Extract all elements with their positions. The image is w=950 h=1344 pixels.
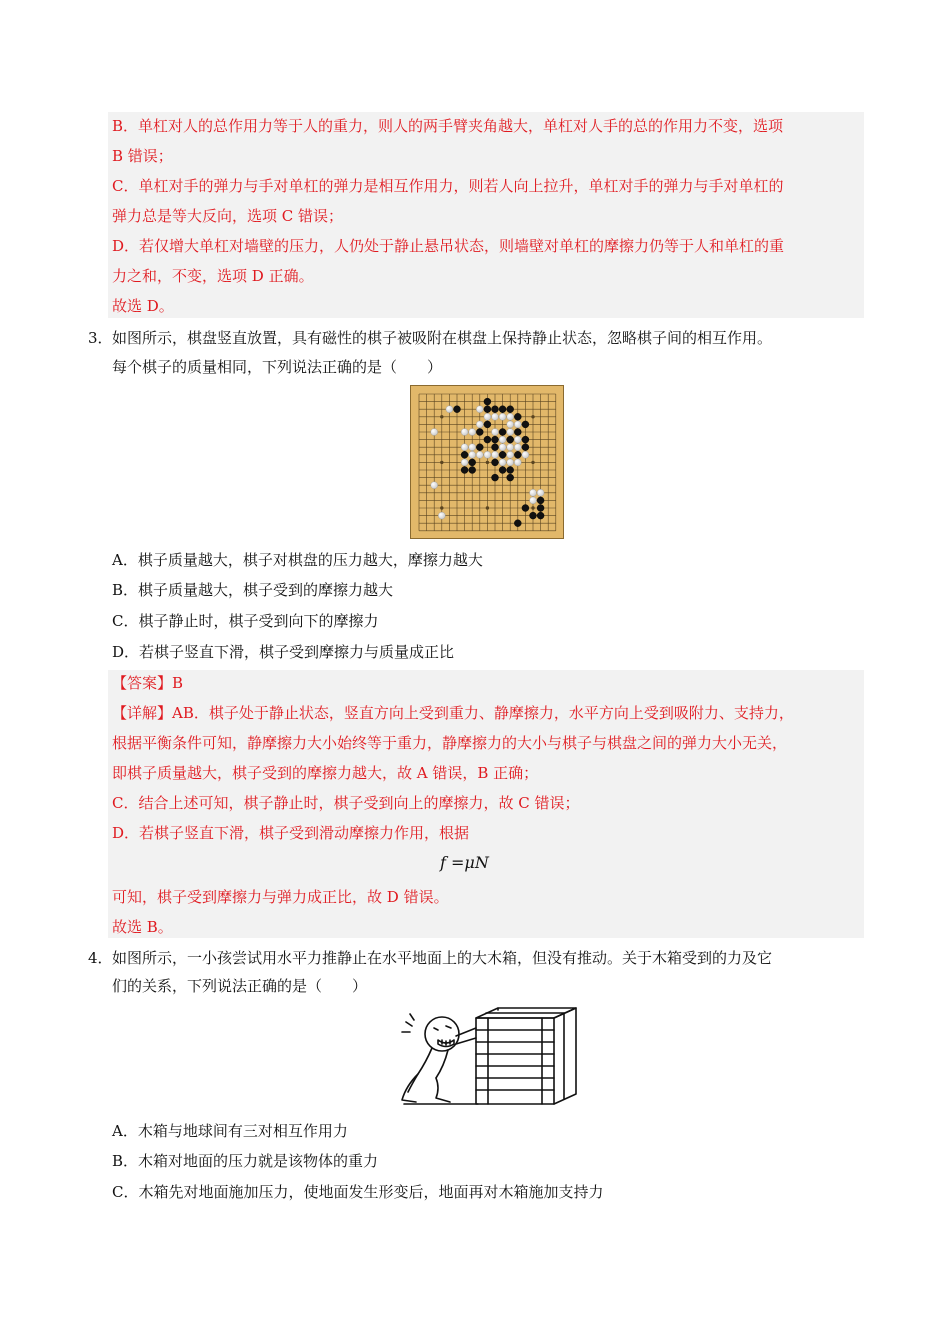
black-stone [499, 406, 506, 413]
answer-1-conclusion: 故选 D。 [112, 297, 174, 315]
black-stone [537, 505, 544, 512]
white-stone [461, 444, 468, 451]
white-stone [492, 413, 499, 420]
black-stone [499, 467, 506, 474]
question-4-stem-line-2: 们的关系，下列说法正确的是（ ） [112, 977, 368, 995]
black-stone [499, 429, 506, 436]
go-board-figure [410, 385, 564, 539]
white-stone [499, 413, 506, 420]
white-stone [446, 406, 453, 413]
question-3-option-c: C．棋子静止时，棋子受到向下的摩擦力 [112, 612, 379, 630]
white-stone [469, 429, 476, 436]
black-stone [537, 497, 544, 504]
question-3-number: 3． [88, 329, 113, 347]
white-stone [484, 413, 491, 420]
white-stone [514, 444, 521, 451]
answer-1-line: 力之和，不变，选项 D 正确。 [112, 267, 314, 285]
black-stone [514, 520, 521, 527]
question-4-option-b: B．木箱对地面的压力就是该物体的重力 [112, 1152, 379, 1170]
white-stone [514, 459, 521, 466]
black-stone [522, 444, 529, 451]
black-stone [537, 512, 544, 519]
black-stone [522, 436, 529, 443]
white-stone [476, 406, 483, 413]
answer-1-line: 弹力总是等大反向，选项 C 错误； [112, 207, 344, 225]
wooden-crate [476, 1008, 576, 1104]
answer-1-line: B．单杠对人的总作用力等于人的重力，则人的两手臂夹角越大，单杠对人手的总的作用力不变，选项 [112, 117, 784, 135]
question-3-stem-line-1: 如图所示，棋盘竖直放置，具有磁性的棋子被吸附在棋盘上保持静止状态，忽略棋子间的相互作用。 [112, 329, 773, 347]
black-stone [476, 429, 483, 436]
black-stone [492, 436, 499, 443]
question-4-stem [88, 948, 772, 968]
white-stone [507, 413, 514, 420]
white-stone [537, 489, 544, 496]
black-stone [507, 474, 514, 481]
star-point [440, 507, 443, 510]
black-stone [484, 406, 491, 413]
black-stone [499, 451, 506, 458]
white-stone [499, 436, 506, 443]
question-3-stem-line-2: 每个棋子的质量相同，下列说法正确的是（ ） [112, 358, 443, 376]
white-stone [438, 512, 445, 519]
white-stone [431, 429, 438, 436]
answer-1-line: D．若仅增大单杠对墙壁的压力，人仍处于静止悬吊状态，则墙壁对单杠的摩擦力仍等于人和单杠的重 [112, 237, 785, 255]
white-stone [499, 444, 506, 451]
white-stone [522, 451, 529, 458]
white-stone [530, 497, 537, 504]
white-stone [507, 429, 514, 436]
question-3-stem [88, 328, 772, 348]
white-stone [476, 421, 483, 428]
white-stone [492, 451, 499, 458]
answer-2-line: C．结合上述可知，棋子静止时，棋子受到向上的摩擦力，故 C 错误； [112, 794, 580, 812]
black-stone [522, 421, 529, 428]
answer-2-label: 【答案】B [112, 674, 184, 692]
white-stone [507, 444, 514, 451]
black-stone [469, 467, 476, 474]
answer-2-line: 根据平衡条件可知，静摩擦力大小始终等于重力，静摩擦力的大小与棋子与棋盘之间的弹力大小无关， [112, 734, 788, 752]
white-stone [499, 459, 506, 466]
black-stone [461, 451, 468, 458]
white-stone [507, 459, 514, 466]
black-stone [476, 444, 483, 451]
answer-2-line: D．若棋子竖直下滑，棋子受到滑动摩擦力作用，根据 [112, 824, 470, 842]
white-stone [469, 444, 476, 451]
star-point [486, 461, 489, 464]
black-stone [469, 459, 476, 466]
answer-2-line: 即棋子质量越大，棋子受到的摩擦力越大，故 A 错误，B 正确； [112, 764, 539, 782]
black-stone [492, 406, 499, 413]
black-stone [522, 505, 529, 512]
black-stone [492, 444, 499, 451]
question-4-option-a: A．木箱与地球间有三对相互作用力 [112, 1122, 348, 1140]
white-stone [530, 489, 537, 496]
star-point [532, 461, 535, 464]
question-3-option-b: B．棋子质量越大，棋子受到的摩擦力越大 [112, 581, 394, 599]
black-stone [507, 436, 514, 443]
black-stone [492, 459, 499, 466]
white-stone [507, 421, 514, 428]
friction-formula: f =μN [440, 853, 489, 872]
question-4-stem-line-1: 如图所示，一小孩尝试用水平力推静止在水平地面上的大木箱，但没有推动。关于木箱受到的力及它 [112, 949, 773, 967]
star-point [440, 461, 443, 464]
white-stone [461, 429, 468, 436]
child-figure [402, 1014, 478, 1104]
black-stone [484, 421, 491, 428]
white-stone [461, 459, 468, 466]
white-stone [514, 421, 521, 428]
star-point [486, 507, 489, 510]
black-stone [514, 451, 521, 458]
black-stone [514, 429, 521, 436]
white-stone [507, 451, 514, 458]
question-3-option-d: D．若棋子竖直下滑，棋子受到摩擦力与质量成正比 [112, 643, 455, 661]
black-stone [492, 474, 499, 481]
star-point [532, 507, 535, 510]
answer-2-line: 可知，棋子受到摩擦力与弹力成正比，故 D 错误。 [112, 888, 449, 906]
question-4-number: 4． [88, 949, 113, 967]
question-4-option-c: C．木箱先对地面施加压力，使地面发生形变后，地面再对木箱施加支持力 [112, 1183, 604, 1201]
white-stone [469, 451, 476, 458]
black-stone [514, 413, 521, 420]
star-point [532, 415, 535, 418]
answer-2-line: 【详解】AB．棋子处于静止状态，竖直方向上受到重力、静摩擦力，水平方向上受到吸附力、支持力， [112, 704, 794, 722]
white-stone [484, 451, 491, 458]
white-stone [492, 429, 499, 436]
black-stone [530, 512, 537, 519]
answer-1-line: B 错误； [112, 147, 173, 165]
black-stone [507, 406, 514, 413]
black-stone [484, 398, 491, 405]
black-stone [507, 467, 514, 474]
star-point [440, 415, 443, 418]
white-stone [476, 451, 483, 458]
black-stone [461, 467, 468, 474]
black-stone [454, 406, 461, 413]
white-stone [431, 482, 438, 489]
question-3-option-a: A．棋子质量越大，棋子对棋盘的压力越大，摩擦力越大 [112, 551, 483, 569]
child-pushing-crate-figure [398, 1000, 578, 1110]
white-stone [514, 436, 521, 443]
answer-1-line: C．单杠对手的弹力与手对单杠的弹力是相互作用力，则若人向上拉升，单杠对手的弹力与手对单杠的 [112, 177, 784, 195]
answer-2-conclusion: 故选 B。 [112, 918, 173, 936]
black-stone [484, 436, 491, 443]
